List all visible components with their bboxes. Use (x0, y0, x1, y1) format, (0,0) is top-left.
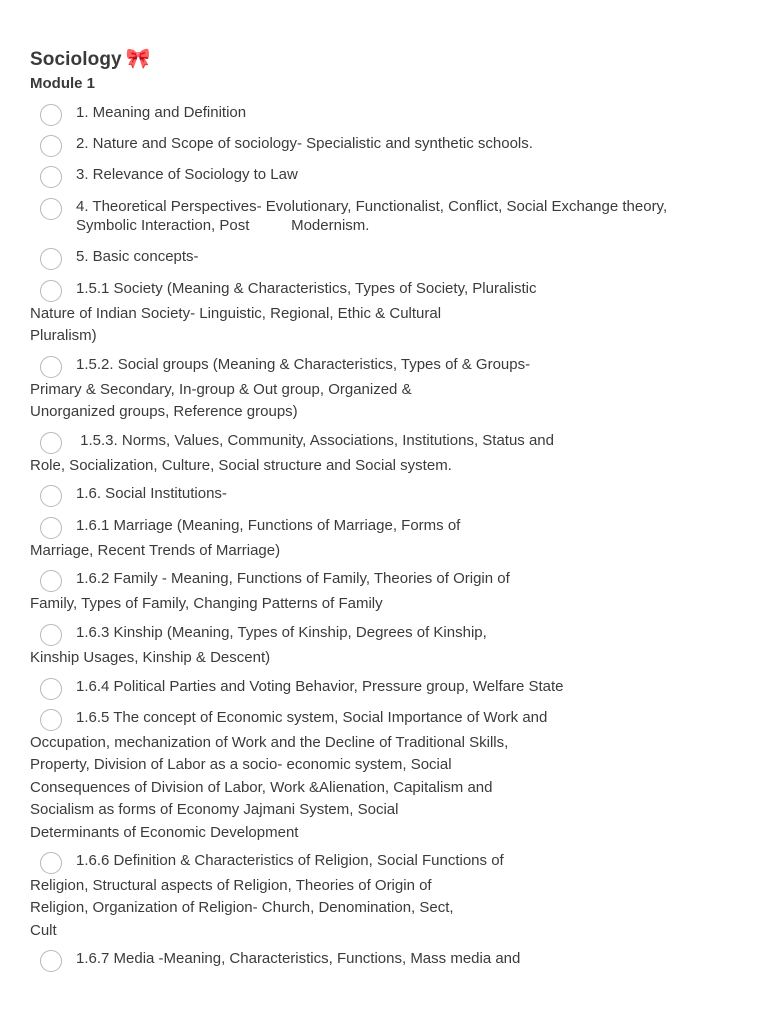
checkbox-circle[interactable] (40, 852, 62, 874)
checklist-item-text[interactable]: 5. Basic concepts- (76, 248, 199, 265)
checkbox-circle[interactable] (40, 678, 62, 700)
checklist-item-continuation[interactable]: Religion, Structural aspects of Religion, Theories of Origin of Religion, Organization of Religion- Church, Denomination, Sect, Cult (30, 877, 454, 939)
checkbox-circle[interactable] (40, 485, 62, 507)
checkbox-circle[interactable] (40, 950, 62, 972)
checklist-item-text[interactable]: 1.6.1 Marriage (Meaning, Functions of Marriage, Forms of (76, 517, 461, 534)
note-title-text[interactable]: Sociology (30, 49, 122, 70)
checklist-item-continuation[interactable]: Kinship Usages, Kinship & Descent) (30, 649, 271, 666)
checklist-item-text[interactable]: 4. Theoretical Perspectives- Evolutionary, Functionalist, Conflict, Social Exchange theory, (76, 198, 668, 215)
checklist-item-text[interactable]: 2. Nature and Scope of sociology- Specialistic and synthetic schools. (76, 135, 533, 152)
checklist-item-text[interactable]: 1.5.2. Social groups (Meaning & Characteristics, Types of & Groups- (76, 356, 531, 373)
checkbox-circle[interactable] (40, 280, 62, 302)
checklist-item-continuation[interactable]: Role, Socialization, Culture, Social structure and Social system. (30, 457, 452, 474)
checklist-item-text[interactable]: 3. Relevance of Sociology to Law (76, 166, 298, 183)
checklist-item-text[interactable]: 1.6.2 Family - Meaning, Functions of Family, Theories of Origin of (76, 570, 510, 587)
checkbox-circle[interactable] (40, 198, 62, 220)
checkbox-circle[interactable] (40, 356, 62, 378)
checkbox-circle[interactable] (40, 248, 62, 270)
checkbox-circle[interactable] (40, 709, 62, 731)
checkbox-circle[interactable] (40, 570, 62, 592)
checkbox-circle[interactable] (40, 432, 62, 454)
module-heading[interactable]: Module 1 (30, 75, 96, 92)
checklist-item-continuation[interactable]: Marriage, Recent Trends of Marriage) (30, 542, 281, 559)
checkbox-circle[interactable] (40, 135, 62, 157)
checklist-item-text[interactable]: 1.6.4 Political Parties and Voting Behavior, Pressure group, Welfare State (76, 678, 564, 695)
checklist-item-continuation[interactable]: Family, Types of Family, Changing Patterns of Family (30, 595, 383, 612)
checkbox-circle[interactable] (40, 104, 62, 126)
note-title[interactable] (30, 46, 151, 71)
ribbon-emoji-icon: 🎀 (125, 48, 151, 70)
checkbox-circle[interactable] (40, 624, 62, 646)
checklist-item-text[interactable]: Symbolic Interaction, Post Modernism. (76, 217, 370, 234)
checklist-item-text[interactable]: 1. Meaning and Definition (76, 104, 247, 121)
checklist-item-text[interactable]: 1.5.1 Society (Meaning & Characteristics, Types of Society, Pluralistic (76, 280, 537, 297)
checklist-item-text[interactable]: 1.6.3 Kinship (Meaning, Types of Kinship, Degrees of Kinship, (76, 624, 487, 641)
checkbox-circle[interactable] (40, 166, 62, 188)
checklist-item-continuation[interactable]: Nature of Indian Society- Linguistic, Regional, Ethic & Cultural Pluralism) (30, 305, 442, 345)
checklist-item-text[interactable]: 1.6. Social Institutions- (76, 485, 227, 502)
checklist-item-continuation[interactable]: Occupation, mechanization of Work and the Decline of Traditional Skills, Property, Division of Labor as a socio- economic system, Social Consequences of Division of Labor, Work &Alienation, Capitalism and Socialism as forms of Economy Jajmani System, Social Determinants of Economic Development (30, 734, 509, 841)
checklist-item-text[interactable]: 1.6.7 Media -Meaning, Characteristics, Functions, Mass media and (76, 950, 521, 967)
checklist-item-text[interactable]: 1.5.3. Norms, Values, Community, Associations, Institutions, Status and (76, 432, 554, 449)
checkbox-circle[interactable] (40, 517, 62, 539)
checklist-item-text[interactable]: 1.6.6 Definition & Characteristics of Religion, Social Functions of (76, 852, 504, 869)
checklist-item-text[interactable]: 1.6.5 The concept of Economic system, Social Importance of Work and (76, 709, 548, 726)
checklist-item-continuation[interactable]: Primary & Secondary, In-group & Out group, Organized & Unorganized groups, Reference groups) (30, 381, 412, 421)
